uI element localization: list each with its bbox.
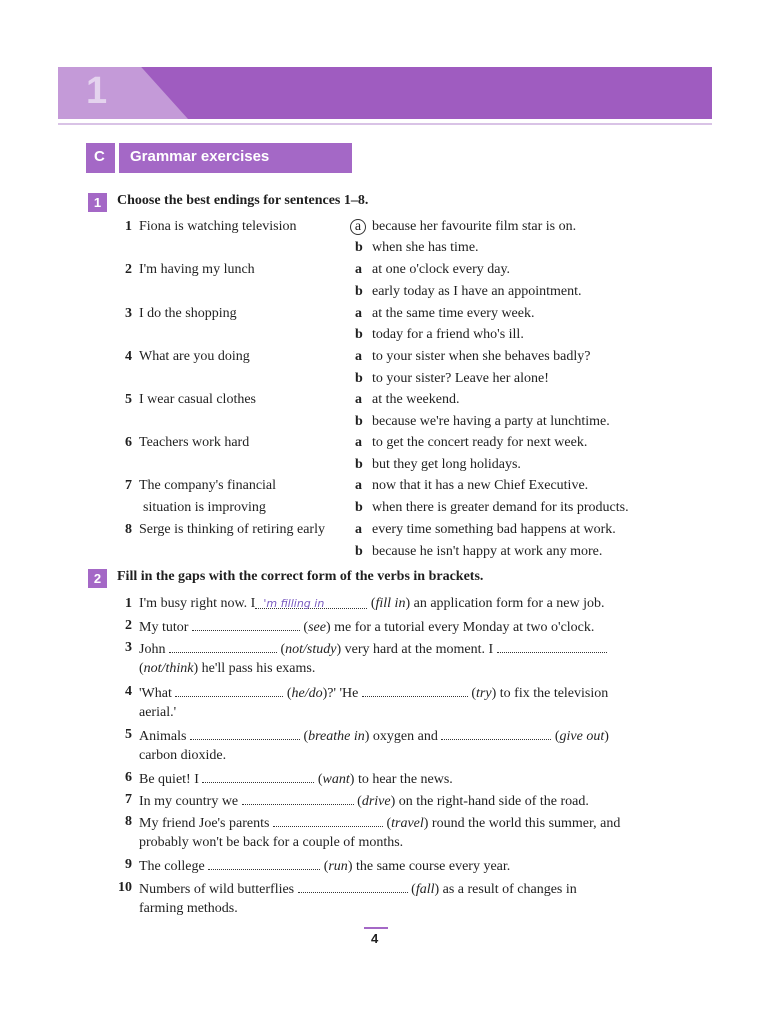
option-a: a [355,435,362,450]
exercise-1-instruction: Choose the best endings for sentences 1–8. [117,193,369,208]
option-a: a [355,306,362,321]
answer-gap[interactable] [497,640,607,653]
answer-gap[interactable] [190,727,300,740]
option-a: a [355,392,362,407]
gap-sentence: In my country we (drive) on the right-hand side of the road. [139,794,589,809]
section-divider [115,143,119,173]
option-b: b [355,240,363,255]
ending-a: because her favourite film star is on. [372,219,577,234]
ending-b: early today as I have an appointment. [372,284,582,299]
ending-a: every time something bad happens at work. [372,522,616,537]
item-number: 3 [125,306,132,321]
item-number: 8 [125,522,132,537]
ending-b: when there is greater demand for its products. [372,500,629,515]
sentence-stem-continued: situation is improving [143,500,266,515]
item-number: 7 [125,792,132,807]
answer-gap[interactable] [441,727,551,740]
item-number: 4 [125,349,132,364]
sentence-stem: What are you doing [139,349,250,364]
ending-b: today for a friend who's ill. [372,327,524,342]
option-b: b [355,327,363,342]
item-number: 4 [125,684,132,699]
item-number: 2 [125,618,132,633]
page-number-rule [364,927,388,929]
gap-sentence-continued: (not/think) he'll pass his exams. [139,661,316,676]
item-number: 1 [125,596,132,611]
option-b: b [355,500,363,515]
item-number: 3 [125,640,132,655]
gap-sentence-continued: probably won't be back for a couple of months. [139,835,404,850]
item-number: 8 [125,814,132,829]
option-a: a [355,262,362,277]
answer-gap[interactable] [169,640,277,653]
sentence-stem: I do the shopping [139,306,237,321]
gap-sentence: The college (run) the same course every year. [139,859,511,874]
answer-gap[interactable] [255,596,367,609]
ending-a: at one o'clock every day. [372,262,511,277]
option-b: b [355,284,363,299]
header-rule [58,123,712,125]
gap-sentence: I'm busy right now. I 'm filling in (fill in) an application form for a new job. [139,596,605,611]
option-a: a [355,478,362,493]
ending-b: because we're having a party at lunchtime. [372,414,610,429]
unit-number: 1 [86,70,107,112]
option-a: a [355,522,362,537]
answer-gap[interactable] [273,814,383,827]
ending-b: when she has time. [372,240,479,255]
sentence-stem: Teachers work hard [139,435,250,450]
gap-sentence: Be quiet! I (want) to hear the news. [139,772,453,787]
sentence-stem: Fiona is watching television [139,219,297,234]
gap-sentence-continued: carbon dioxide. [139,748,227,763]
answer-gap[interactable] [208,857,320,870]
option-b: b [355,414,363,429]
item-number: 9 [125,857,132,872]
item-number: 6 [125,770,132,785]
option-a: a [355,349,362,364]
exercise-1-badge: 1 [88,193,107,212]
section-letter: C [94,148,105,165]
option-b: b [355,544,363,559]
sentence-stem: I wear casual clothes [139,392,256,407]
ending-a: to your sister when she behaves badly? [372,349,591,364]
gap-sentence: My tutor (see) me for a tutorial every Monday at two o'clock. [139,620,595,635]
answer-gap[interactable] [298,880,408,893]
item-number: 6 [125,435,132,450]
page-number: 4 [371,931,379,946]
item-number: 7 [125,478,132,493]
item-number: 5 [125,392,132,407]
ending-a: to get the concert ready for next week. [372,435,588,450]
answer-gap[interactable] [202,770,314,783]
sentence-stem: Serge is thinking of retiring early [139,522,325,537]
item-number: 10 [118,880,132,895]
answer-gap[interactable] [362,684,468,697]
gap-sentence: John (not/study) very hard at the moment. I [139,640,607,658]
sentence-stem: The company's financial [139,478,277,493]
answer-gap[interactable] [175,684,283,697]
exercise-2-badge: 2 [88,569,107,588]
gap-sentence: Numbers of wild butterflies (fall) as a result of changes in [139,882,577,897]
ending-b: but they get long holidays. [372,457,521,472]
ending-b: to your sister? Leave her alone! [372,371,549,386]
option-a-circled: a [353,219,366,235]
handwritten-answer: 'm filling in [263,597,325,610]
exercise-2-instruction: Fill in the gaps with the correct form of the verbs in brackets. [117,569,484,584]
section-title: Grammar exercises [130,148,270,165]
gap-sentence-continued: aerial.' [139,705,177,720]
answer-gap[interactable] [192,618,300,631]
section-heading [86,143,352,173]
gap-sentence: 'What (he/do)?' 'He (try) to fix the television [139,686,609,701]
item-number: 2 [125,262,132,277]
ending-a: now that it has a new Chief Executive. [372,478,589,493]
ending-a: at the weekend. [372,392,460,407]
option-b: b [355,371,363,386]
ending-a: at the same time every week. [372,306,535,321]
item-number: 5 [125,727,132,742]
ending-b: because he isn't happy at work any more. [372,544,603,559]
gap-sentence: Animals (breathe in) oxygen and (give out) [139,729,609,744]
option-b: b [355,457,363,472]
gap-sentence-continued: farming methods. [139,901,238,916]
sentence-stem: I'm having my lunch [139,262,255,277]
item-number: 1 [125,219,132,234]
answer-gap[interactable] [242,792,354,805]
gap-sentence: My friend Joe's parents (travel) round the world this summer, and [139,816,621,831]
